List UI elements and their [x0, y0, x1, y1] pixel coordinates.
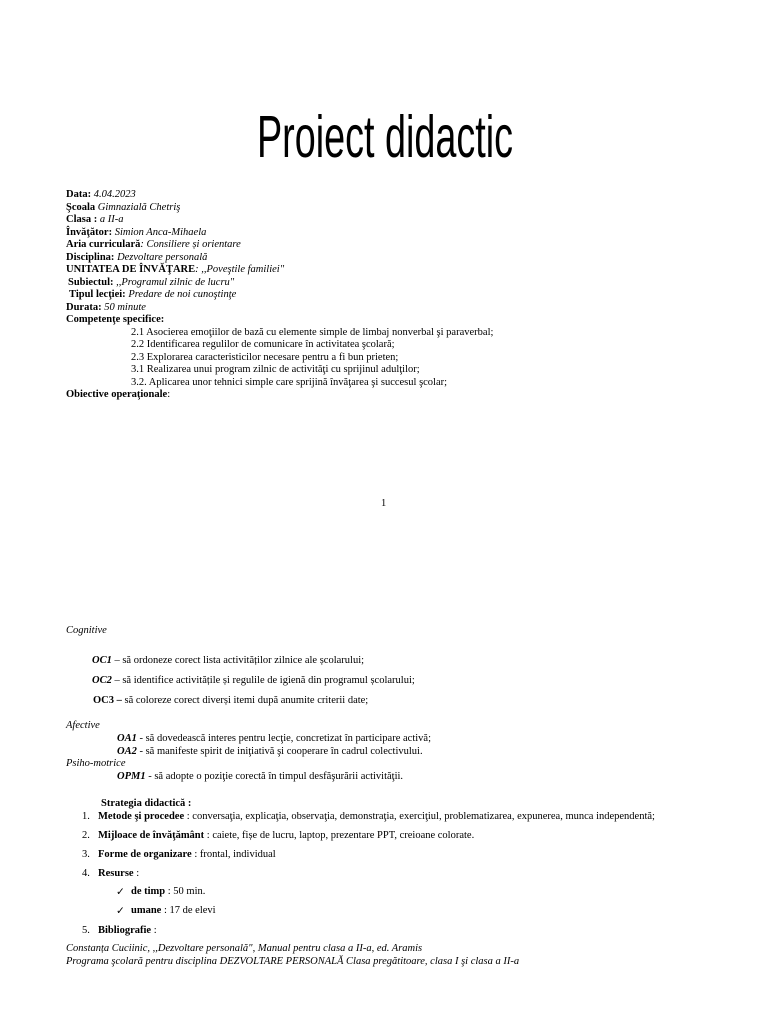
checkmark-icon: ✓	[116, 887, 125, 898]
field-durata: Durata: 50 minute	[66, 301, 146, 313]
competente-heading: Competenţe specifice:	[66, 314, 165, 325]
field-subiectul: Subiectul: ,,Programul zilnic de lucru"	[68, 276, 235, 288]
field-invatator: Învăţător: Simion Anca-Mihaela	[66, 226, 207, 238]
document-title	[255, 92, 517, 174]
resurse-timp: ✓ de timp : 50 min.	[116, 886, 206, 898]
page-number: 1	[381, 498, 387, 509]
objective-opm1: OPM1 - să adopte o poziţie corectă în timpul desfăşurării activităţii.	[117, 771, 404, 782]
objective-oa2: OA2 - să manifeste spirit de iniţiativă şi cooperare în cadrul colectivului.	[117, 745, 423, 757]
field-aria-curriculara: Aria curriculară: Consiliere și orientare	[66, 239, 241, 250]
bibliografie-entry: Programa şcolară pentru disciplina DEZVOLTARE PERSONALĂ Clasa pregătitoare, clasa I şi clasa a II-a	[66, 956, 520, 967]
strategia-item-bibliografie: 5. Bibliografie :	[82, 925, 157, 936]
field-scoala: Şcoala Gimnazială Chetriş	[66, 201, 181, 213]
competenta-item: 2.1 Asocierea emoţiilor de bază cu elemente simple de limbaj nonverbal şi paraverbal;	[131, 326, 494, 338]
field-tipul-lectiei: Tipul lecţiei: Predare de noi cunoştinţe	[69, 289, 237, 300]
field-data: Data: 4.04.2023	[66, 189, 136, 200]
competenta-item: 3.1 Realizarea unui program zilnic de activităţi cu sprijinul adulţilor;	[131, 364, 420, 375]
objective-oa1: OA1 - să dovedească interes pentru lecţie, concretizat în participare activă;	[117, 733, 431, 744]
strategia-heading: Strategia didactică :	[101, 798, 192, 809]
cognitive-heading: Cognitive	[66, 625, 107, 636]
resurse-umane: ✓ umane : 17 de elevi	[116, 905, 216, 917]
document-title-text: Proiect didactic	[257, 104, 513, 171]
strategia-item-mijloace: 2. Mijloace de învăţământ : caiete, fișe de lucru, laptop, prezentare PPT, creioane colorate.	[82, 830, 475, 841]
checkmark-icon: ✓	[116, 906, 125, 917]
field-clasa: Clasa : a II-a	[66, 214, 124, 225]
strategia-item-forme: 3. Forme de organizare : frontal, individual	[82, 849, 276, 860]
objective-oc2: OC2 – să identifice activitățile și regulile de igienă din programul școlarului;	[92, 675, 415, 686]
afective-heading: Afective	[66, 720, 100, 731]
psihomotrice-heading: Psiho-motrice	[66, 758, 126, 769]
objective-oc3: OC3 – să coloreze corect diverși itemi după anumite criterii date;	[93, 695, 369, 706]
competenta-item: 3.2. Aplicarea unor tehnici simple care sprijină învăţarea şi succesul şcolar;	[131, 376, 448, 388]
field-unitatea: UNITATEA DE ÎNVĂŢARE: ,,Poveştile familiei"	[66, 264, 285, 275]
strategia-item-resurse: 4. Resurse :	[82, 868, 140, 879]
competenta-item: 2.2 Identificarea regulilor de comunicare în activitatea şcolară;	[131, 339, 395, 350]
strategia-item-metode: 1. Metode şi procedee : conversaţia, explicaţia, observaţia, demonstraţia, exerciţiul, problematizarea, expunerea, munca independentă;	[82, 811, 655, 822]
objective-oc1: OC1 – să ordoneze corect lista activităților zilnice ale școlarului;	[92, 655, 365, 666]
competenta-item: 2.3 Explorarea caracteristicilor necesare pentru a fi bun prieten;	[131, 351, 399, 363]
bibliografie-entry: Constanța Cuciinic, ,,Dezvoltare personală", Manual pentru clasa a II-a, ed. Aramis	[66, 943, 423, 954]
obiective-heading: Obiective operaţionale:	[66, 389, 171, 400]
field-disciplina: Disciplina: Dezvoltare personală	[66, 251, 208, 263]
